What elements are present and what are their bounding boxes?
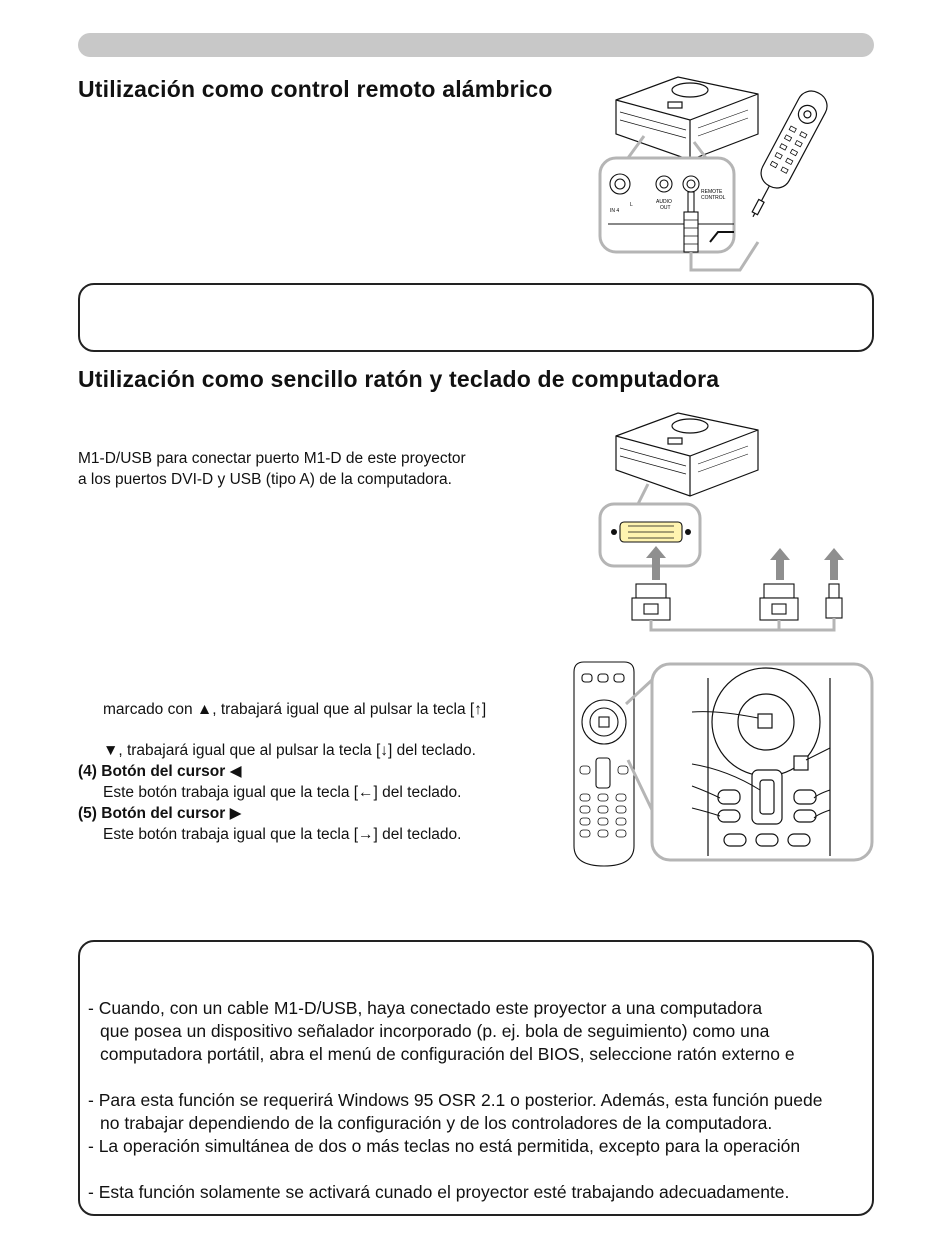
cursor-left-title: (4) Botón del cursor ◀	[78, 763, 242, 780]
connect-text-line-2: a los puertos DVI-D y USB (tipo A) de la computadora.	[78, 471, 452, 488]
projector-usb-illustration	[598, 408, 868, 633]
section-heading-wired-remote: Utilización como control remoto alámbrico	[78, 76, 553, 102]
connect-text-line-1: M1-D/USB para conectar puerto M1-D de este proyector	[78, 450, 466, 467]
note-box-mouse	[78, 940, 874, 1216]
svg-text:CONTROL: CONTROL	[701, 195, 726, 201]
header-bar	[78, 33, 874, 57]
svg-text:REMOTE: REMOTE	[701, 189, 723, 195]
note-2-line-1: - Para esta función se requerirá Windows 95 OSR 2.1 o posterior. Además, esta función puede	[88, 1090, 823, 1110]
note-3-line-1: - La operación simultánea de dos o más teclas no está permitida, excepto para la operación	[88, 1136, 801, 1156]
note-1-line-2: que posea un dispositivo señalador incorporado (p. ej. bola de seguimiento) como una	[100, 1021, 770, 1041]
remote-cursor-illustration	[568, 660, 878, 870]
svg-text:L: L	[630, 202, 633, 208]
svg-text:IN 4: IN 4	[610, 208, 620, 214]
note-4-line-1: - Esta función solamente se activará cunado el proyector esté trabajando adecuadamente.	[88, 1182, 790, 1202]
section-heading-mouse-keyboard: Utilización como sencillo ratón y teclado de computadora	[78, 366, 720, 392]
note-1-line-1: - Cuando, con un cable M1-D/USB, haya conectado este proyector a una computadora	[88, 998, 763, 1018]
cursor-right-title: (5) Botón del cursor ▶	[78, 805, 242, 822]
cursor-right-desc: Este botón trabaja igual que la tecla [→] del teclado.	[103, 826, 462, 843]
svg-text:AUDIO: AUDIO	[656, 199, 672, 205]
note-1-line-3: computadora portátil, abra el menú de configuración del BIOS, seleccione ratón externo e	[100, 1044, 795, 1064]
cursor-up-desc: marcado con ▲, trabajará igual que al pulsar la tecla [↑]	[103, 701, 487, 718]
projector-remote-illustration	[598, 72, 868, 282]
note-2-line-2: no trabajar dependiendo de la configuración y de los controladores de la computadora.	[100, 1113, 773, 1133]
svg-text:OUT: OUT	[660, 205, 671, 211]
note-box-wired	[78, 283, 874, 352]
cursor-down-desc: ▼, trabajará igual que al pulsar la tecla [↓] del teclado.	[103, 742, 476, 759]
cursor-left-desc: Este botón trabaja igual que la tecla [←] del teclado.	[103, 784, 462, 801]
